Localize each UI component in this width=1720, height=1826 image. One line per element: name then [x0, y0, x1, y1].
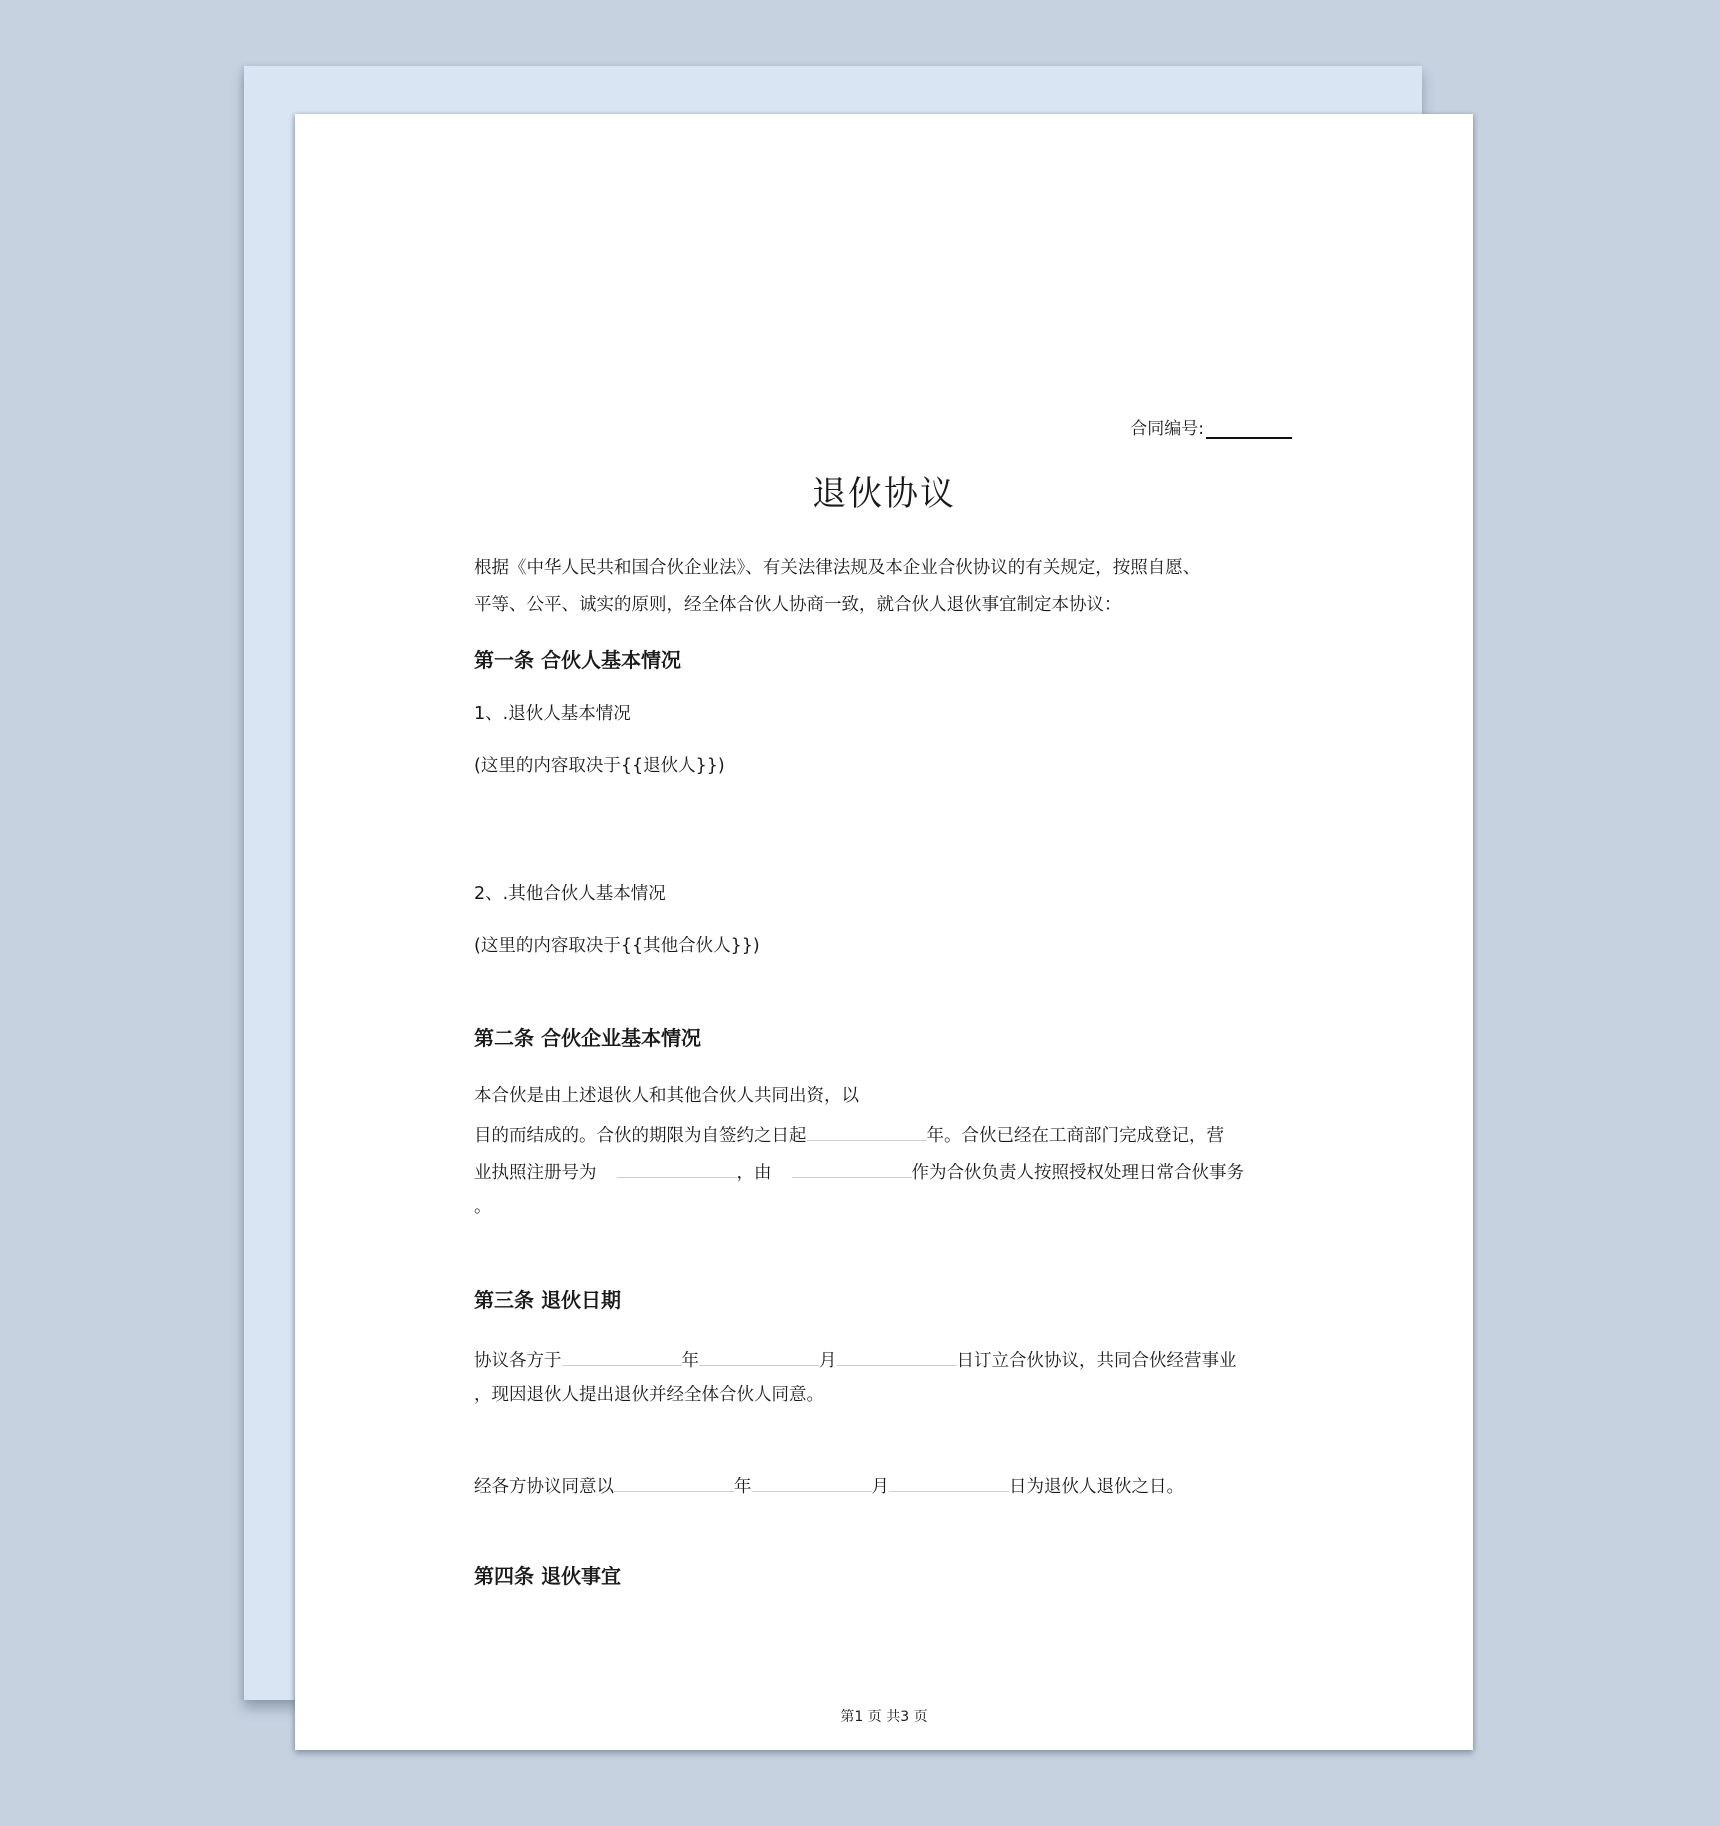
- preamble: [474, 550, 1294, 624]
- sign-day-blank[interactable]: [837, 1340, 957, 1366]
- text: 年。合伙已经在工商部门完成登记，营: [926, 1126, 1224, 1146]
- article-3-withdrawal-date: [474, 1466, 1294, 1503]
- item-1-placeholder: (这里的内容取决于{{退伙人}}): [474, 756, 725, 776]
- article-3-line-1: [474, 1340, 1294, 1377]
- registration-number-blank[interactable]: [617, 1152, 737, 1178]
- article-3-line-2: ，现因退伙人提出退伙并经全体合伙人同意。: [474, 1385, 824, 1405]
- contract-number: [1130, 414, 1292, 439]
- sign-year-blank[interactable]: [562, 1340, 682, 1366]
- text: 日为退伙人退伙之日。: [1009, 1477, 1184, 1497]
- article-3: [474, 1282, 1294, 1319]
- article-3-line-3: [474, 1466, 1294, 1503]
- item-1-title: 1、.退伙人基本情况: [474, 704, 631, 724]
- article-4: [474, 1558, 1294, 1595]
- contract-number-blank[interactable]: [1206, 419, 1292, 439]
- text: 日订立合伙协议，共同合伙经营事业: [956, 1351, 1237, 1371]
- article-4-heading: 第四条 退伙事宜: [474, 1564, 621, 1588]
- article-2-heading: 第二条 合伙企业基本情况: [474, 1026, 701, 1050]
- text: 协议各方于: [474, 1351, 562, 1371]
- sign-month-blank[interactable]: [699, 1340, 819, 1366]
- text: 目的而结成的。合伙的期限为自签约之日起: [474, 1126, 807, 1146]
- text: 年: [681, 1351, 699, 1371]
- article-2-line-3: [474, 1152, 1294, 1189]
- document-page: [295, 114, 1473, 1750]
- withdraw-month-blank[interactable]: [752, 1466, 872, 1492]
- article-1: [474, 642, 1294, 679]
- text: ，由: [736, 1163, 772, 1183]
- article-2: [474, 1020, 1294, 1057]
- text: 作为合伙负责人按照授权处理日常合伙事务: [911, 1163, 1244, 1183]
- item-2-placeholder: (这里的内容取决于{{其他合伙人}}): [474, 936, 760, 956]
- document-title: 退伙协议: [812, 474, 956, 514]
- text: 经各方协议同意以: [474, 1477, 614, 1497]
- article-1-item-1-content: [474, 748, 1294, 785]
- preamble-line-2: 平等、公平、诚实的原则，经全体合伙人协商一致，就合伙人退伙事宜制定本协议：: [474, 595, 1122, 615]
- article-2-line-1: 本合伙是由上述退伙人和其他合伙人共同出资，以: [474, 1086, 859, 1106]
- article-1-heading: 第一条 合伙人基本情况: [474, 648, 681, 672]
- text: 月: [871, 1477, 889, 1497]
- text: 月: [819, 1351, 837, 1371]
- preamble-line-1: 根据《中华人民共和国合伙企业法》、有关法律法规及本企业合伙协议的有关规定，按照自愿、: [474, 558, 1201, 578]
- text: 年: [734, 1477, 752, 1497]
- article-3-heading: 第三条 退伙日期: [474, 1288, 621, 1312]
- article-2-body: [474, 1078, 1294, 1226]
- article-2-line-2: [474, 1115, 1294, 1152]
- withdraw-day-blank[interactable]: [889, 1466, 1009, 1492]
- item-2-title: 2、.其他合伙人基本情况: [474, 884, 666, 904]
- text: 业执照注册号为: [474, 1163, 597, 1183]
- article-1-item-2: [474, 876, 1294, 913]
- front-page-sheet: [295, 114, 1473, 1750]
- term-years-blank[interactable]: [807, 1115, 927, 1141]
- contract-number-label: 合同编号:: [1130, 419, 1204, 439]
- page-footer: 第1 页 共3 页: [840, 1709, 928, 1725]
- article-1-item-2-content: [474, 928, 1294, 965]
- article-2-line-4: 。: [474, 1197, 492, 1217]
- article-3-body: [474, 1340, 1294, 1414]
- responsible-partner-blank[interactable]: [792, 1152, 912, 1178]
- withdraw-year-blank[interactable]: [614, 1466, 734, 1492]
- article-1-item-1: [474, 696, 1294, 733]
